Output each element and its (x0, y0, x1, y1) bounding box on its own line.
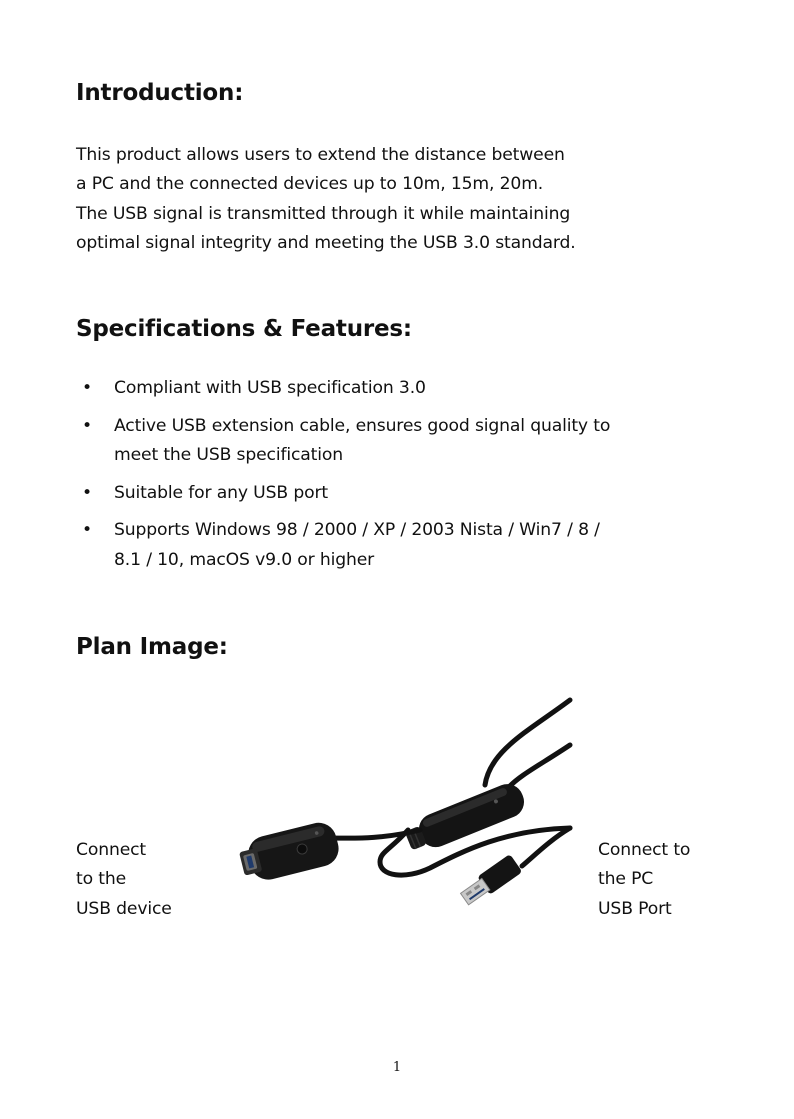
introduction-heading: Introduction: (76, 80, 244, 106)
feature-text: Active USB extension cable, ensures good signal quality to (114, 415, 611, 436)
caption-line: Connect (76, 840, 147, 860)
pc-side-caption (598, 836, 690, 924)
device-side-caption (76, 836, 172, 924)
introduction-line: a PC and the connected devices up to 10m, 15m, 20m. (76, 174, 544, 195)
bullet-icon: • (82, 415, 92, 436)
feature-text: meet the USB specification (114, 445, 344, 465)
feature-item (76, 374, 736, 404)
introduction-line: optimal signal integrity and meeting the USB 3.0 standard. (76, 232, 576, 253)
feature-text: Supports Windows 98 / 2000 / XP / 2003 Nista / Win7 / 8 / (114, 520, 600, 540)
page-number: 1 (392, 1060, 402, 1075)
bullet-icon: • (82, 482, 92, 503)
introduction-paragraph (76, 141, 716, 258)
caption-line: the PC (598, 869, 654, 890)
feature-item (76, 516, 736, 575)
caption-line: Connect to (598, 840, 691, 860)
caption-line: to the (76, 869, 127, 890)
introduction-line: This product allows users to extend the distance between (76, 145, 565, 165)
feature-text: Compliant with USB specification 3.0 (114, 378, 426, 398)
caption-line: USB device (76, 898, 172, 919)
feature-item (76, 479, 736, 509)
feature-list (76, 374, 736, 583)
usb-extension-cable-image (230, 690, 575, 920)
bullet-icon: • (82, 520, 92, 540)
bullet-icon: • (82, 378, 92, 398)
feature-text: Suitable for any USB port (114, 482, 328, 503)
plan-image-heading: Plan Image: (76, 634, 228, 660)
introduction-line: The USB signal is transmitted through it while maintaining (76, 203, 571, 224)
feature-item (76, 412, 736, 471)
caption-line: USB Port (598, 898, 672, 919)
feature-text: 8.1 / 10, macOS v9.0 or higher (114, 549, 375, 570)
specifications-heading: Specifications & Features: (76, 316, 412, 342)
